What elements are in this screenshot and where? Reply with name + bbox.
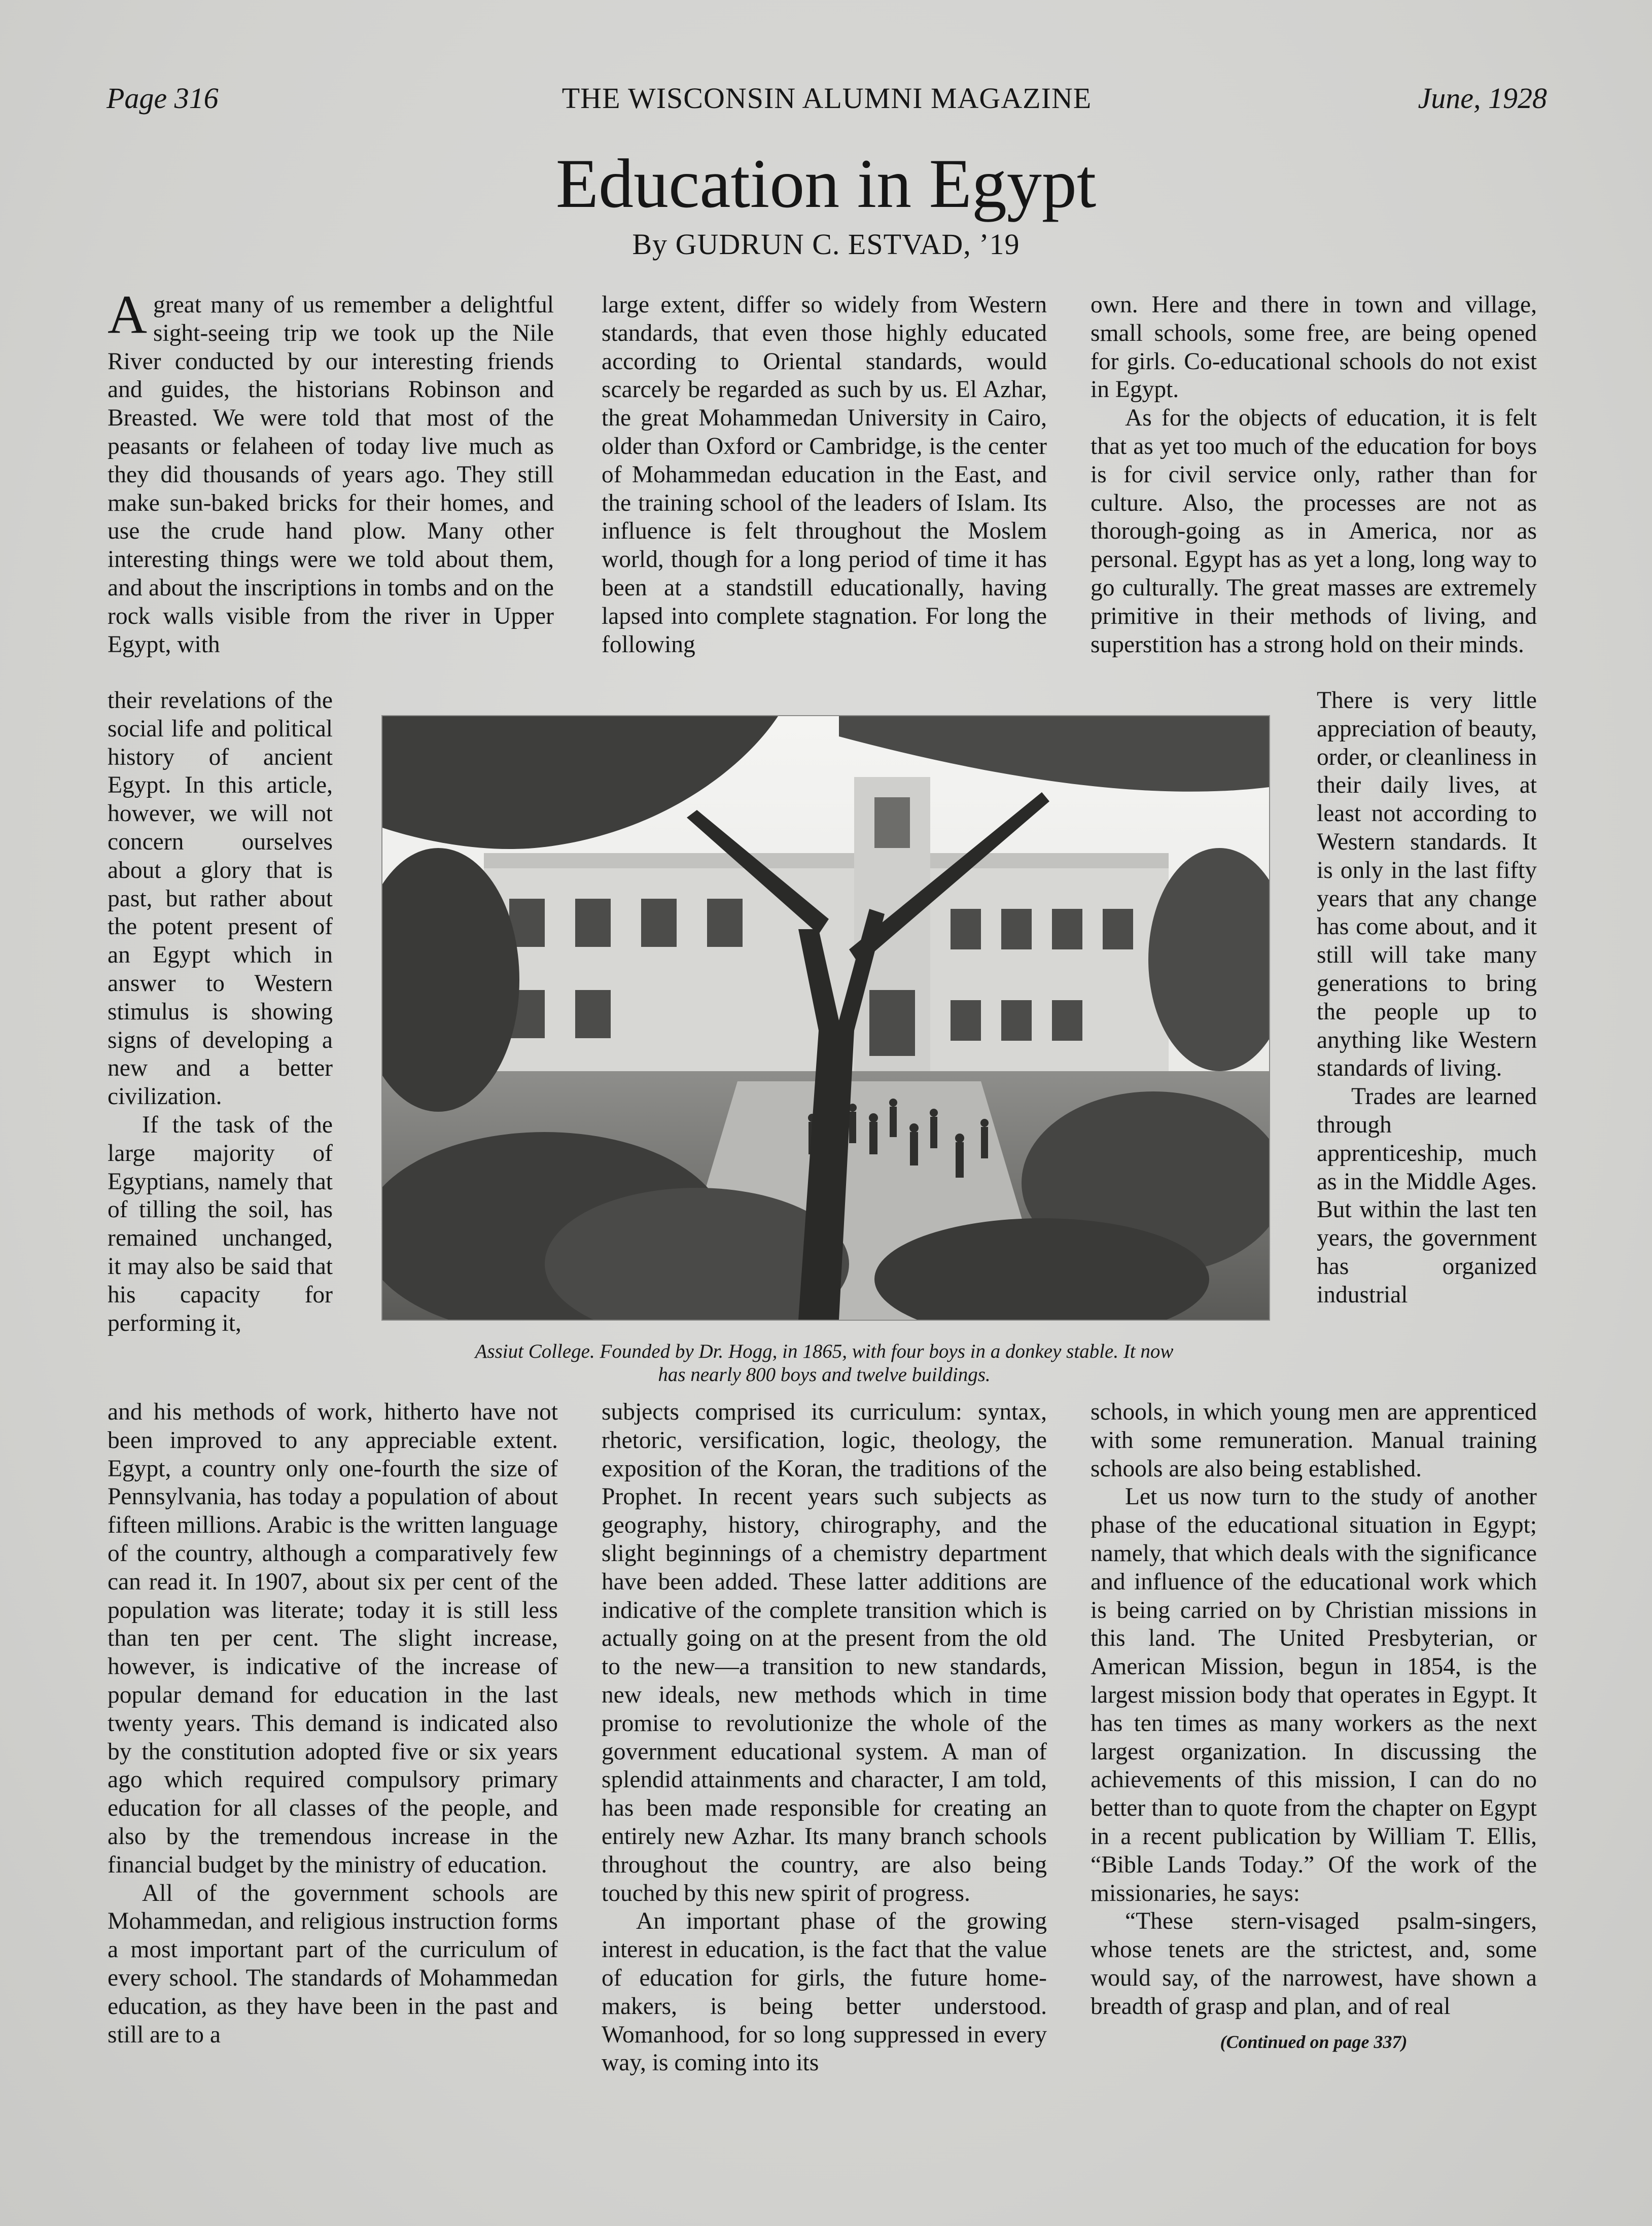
drop-cap: A [108,285,147,345]
running-head [107,81,1547,122]
column-2-top [602,291,1047,659]
photo-caption [370,1340,1278,1387]
paragraph: own. Here and there in town and village, small schools, some free, are being opened for girls. Co-educational schools do not exist in Egypt. [1091,292,1537,403]
paragraph: An important phase of the growing interest in education, is the fact that the value of education for girls, the future home-makers, is being better understood. Womanhood, for so long suppressed in every way, is coming into its [602,1908,1047,2076]
article-byline: By GUDRUN C. ESTVAD, ’19 [632,228,1020,261]
column-3-top [1091,291,1537,659]
opening-paragraph [108,285,554,659]
college-photograph [381,715,1270,1321]
column-3-bottom [1091,1398,1537,2056]
column-1-bottom [108,1398,558,2049]
caption-line-2: has nearly 800 boys and twelve buildings. [658,1364,991,1386]
paragraph: and his methods of work, hitherto have not been improved to any appreciable extent. Egypt, a country only one-fourth the size of Pennsylvania, has today a population of about fifteen millions. Arabic is the written language of the country, although a comparatively few can read it. In 1907, about six per cent of the population was literate; today it is still less than ten per cent. The slight increase, however, is indicative of the increase of popular demand for education in the last twenty years. This demand is indicated also by the constitution adopted five or six years ago which required compulsory primary education for all classes of the people, and also by the tremendous increase in the financial budget by the ministry of education. [108,1399,558,1878]
paragraph: As for the objects of education, it is felt that as yet too much of the education for boys is for civil service only, rather than for culture. Also, the processes are not as thorough-going as in America, nor as personal. Egypt has as yet a long, long way to go culturally. The great masses are extremely primitive in their methods of living, and superstition has a strong hold on their minds. [1091,405,1537,658]
column-3-side [1317,687,1537,1310]
column-1-side [108,687,333,1337]
page-number: Page 316 [107,82,219,115]
paragraph: “These stern-visaged psalm-singers, whose tenets are the strictest, and, some would say, of the narrowest, have shown a breadth of grasp and plan, and of real [1091,1908,1537,2020]
column-2-bottom [602,1398,1047,2077]
paragraph: There is very little appreciation of beauty, order, or cleanliness in their daily lives, at least not according to Western standards. It is only in the last fifty years that any change has come about, and it still will take many generations to bring the people up to anything like Western standards of living. [1317,687,1537,1082]
article-title: Education in Egypt [555,145,1097,222]
paragraph: their revelations of the social life and political history of ancient Egypt. In this article, however, we will not concern ourselves about a glory that is past, but rather about the potent present of an Egypt which in answer to Western stimulus is showing signs of developing a new and a better civilization. [108,687,333,1110]
column-1-top [108,285,554,659]
paragraph: subjects comprised its curriculum: syntax, rhetoric, versification, logic, theology, the exposition of the Koran, the traditions of the Prophet. In recent years such subjects as geography, history, chirography, and the slight beginnings of a chemistry department have been added. These latter additions are indicative of the complete transition which is actually going on at the present from the old to the new—a transition to new standards, new ideals, new methods which in time promise to revolutionize the whole of the government educational system. A man of splendid attainments and character, I am told, has been made responsible for creating an entirely new Azhar. Its many branch schools throughout the country, are also being touched by this new spirit of progress. [602,1399,1047,1906]
issue-date: June, 1928 [1418,82,1547,115]
paragraph-text: great many of us remember a delightful sight-seeing trip we took up the Nile River conducted by our interesting friends and guides, the historians Robinson and Breasted. We were told that most of the peasants or felaheen of today live much as they did thousands of years ago. They still make sun-baked bricks for their homes, and use the crude hand plow. Many other interesting things were we told about them, and about the inscriptions in tombs and on the rock walls visible from the river in Upper Egypt, with [108,292,554,658]
paragraph: Let us now turn to the study of another phase of the educational situation in Egypt; namely, that which deals with the significance and influence of the educational work which is being carried on by Christian missions in this land. The United Presbyterian, or American Mission, begun in 1854, is the largest mission body that operates in Egypt. It has ten times as many workers as the next largest organization. In discussing the achievements of this mission, I can do no better than to quote from the chapter on Egypt in a recent publication by William T. Ellis, “Bible Lands Today.” Of the work of the missionaries, he says: [1091,1483,1537,1906]
magazine-title: THE WISCONSIN ALUMNI MAGAZINE [561,82,1092,115]
paragraph: If the task of the large majority of Egyptians, namely that of tilling the soil, has remained unchanged, it may also be said that his capacity for performing it, [108,1111,333,1336]
paragraph: large extent, differ so widely from Western standards, that even those highly educated according to Oriental standards, would scarcely be regarded as such by us. El Azhar, the great Mohammedan University in Cairo, older than Oxford or Cambridge, is the center of Mohammedan education in the East, and the training school of the leaders of Islam. Its influence is felt throughout the Moslem world, though for a long period of time it has been at a standstill educationally, having lapsed into complete stagnation. For long the following [602,292,1047,658]
paragraph: Trades are learned through apprenticeship, much as in the Middle Ages. But within the last ten years, the government has organized industrial [1317,1083,1537,1308]
caption-line-1: Assiut College. Founded by Dr. Hogg, in 1865, with four boys in a donkey stable. It now [475,1340,1174,1362]
paragraph: schools, in which young men are apprenticed with some remuneration. Manual training schools are also being established. [1091,1399,1537,1482]
paragraph: All of the government schools are Mohammedan, and religious instruction forms a most important part of the curriculum of every school. The standards of Mohammedan education, as they have been in the past and still are to a [108,1880,558,2048]
continued-note: (Continued on page 337) [1220,2031,1408,2052]
